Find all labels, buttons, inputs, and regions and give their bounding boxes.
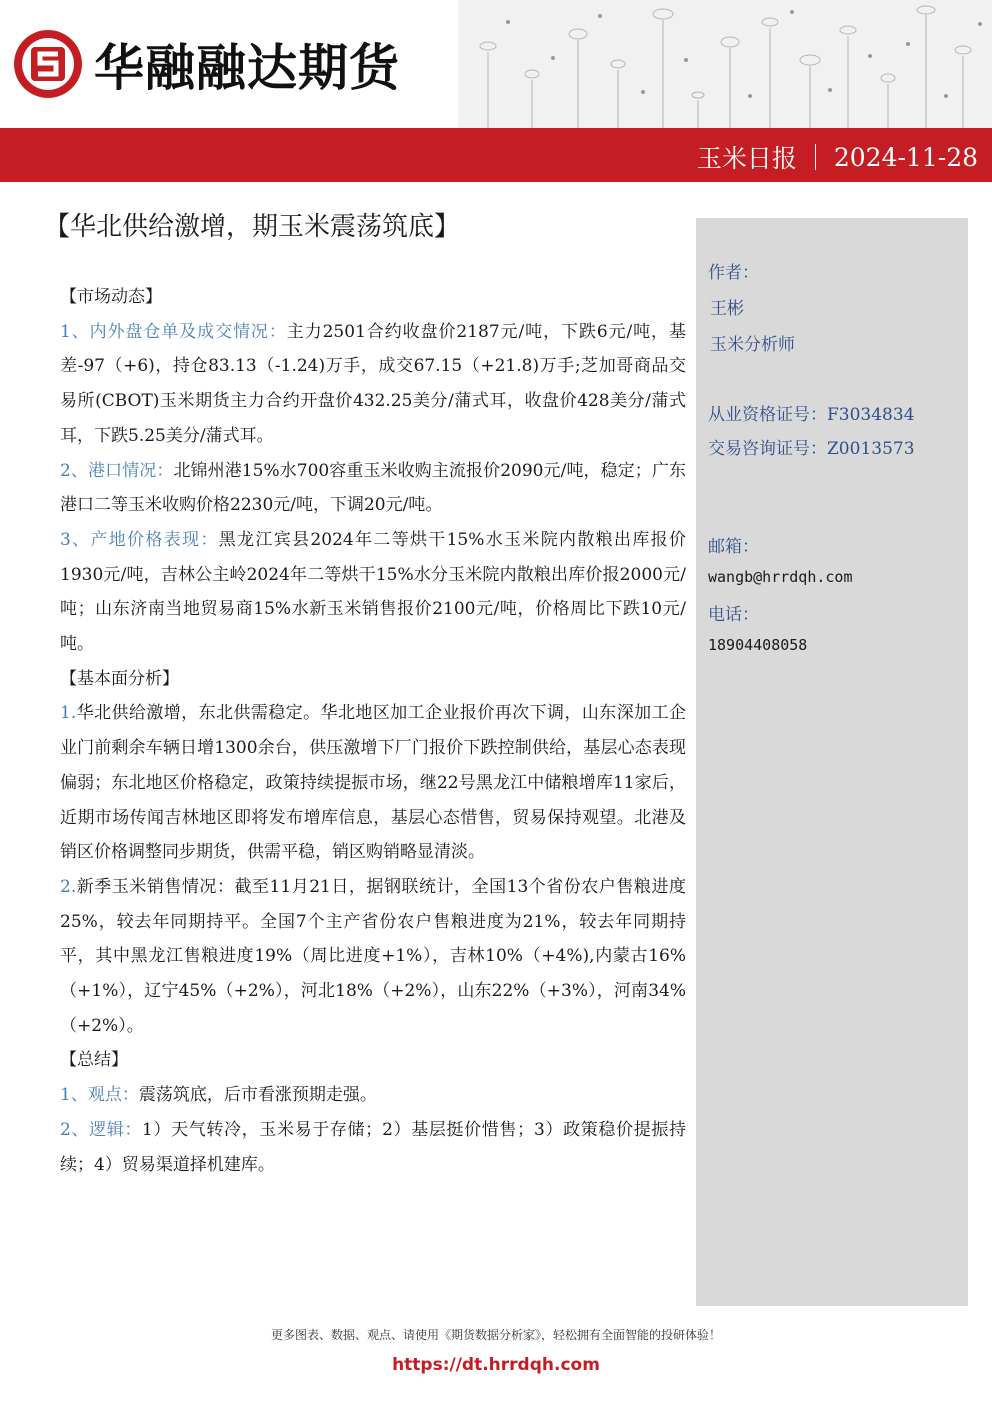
report-body	[60, 280, 686, 1182]
report-date: 2024-11-28	[833, 142, 978, 172]
consult-label: 交易咨询证号：	[708, 439, 827, 459]
fundamental-item	[60, 696, 686, 870]
author-label: 作者：	[708, 263, 759, 283]
company-logo	[12, 28, 400, 100]
item-lead: 2.	[60, 876, 77, 897]
report-meta	[697, 139, 978, 175]
phone-value: 18904408058	[708, 636, 808, 654]
meta-divider	[815, 144, 816, 170]
footer-note: 更多图表、数据、观点、请使用《期货数据分析家》，轻松拥有全面智能的投研体验！	[270, 1328, 721, 1342]
item-text: 1）天气转冷，玉米易于存储；2）基层挺价惜售；3）政策稳价提振持续；4）贸易渠道择机建库。	[60, 1119, 686, 1175]
item-text: 黑龙江宾县2024年二等烘干15%水玉米院内散粮出库报价1930元/吨，吉林公主岭2024年二等烘干15%水分玉米院内散粮出库价报2000元/吨；山东济南当地贸易商15%水新玉米销售报价2100元/吨，价格周比下跌10元/吨。	[60, 529, 686, 655]
author-role: 玉米分析师	[710, 335, 795, 355]
market-item	[60, 315, 686, 454]
report-title: 【华北供给激增，期玉米震荡筑底】	[44, 212, 461, 242]
header-decoration	[458, 0, 992, 128]
company-name: 华融融达期货	[94, 39, 400, 97]
item-lead: 2、港口情况：	[60, 460, 174, 481]
fundamental-item	[60, 870, 686, 1044]
section-heading-summary: 【总结】	[60, 1050, 128, 1071]
item-lead: 1.	[60, 703, 77, 724]
cert-value: F3034834	[827, 405, 915, 425]
item-lead: 1、观点：	[60, 1085, 139, 1106]
consult-value: Z0013573	[827, 439, 915, 459]
footer-link[interactable]: https://dt.hrrdqh.com	[392, 1355, 600, 1375]
item-text: 震荡筑底，后市看涨预期走强。	[138, 1085, 377, 1106]
consult-line	[708, 434, 915, 459]
market-item	[60, 454, 686, 523]
cert-line	[708, 400, 915, 425]
item-text: 新季玉米销售情况：截至11月21日，据钢联统计，全国13个省份农户售粮进度25%，较去年同期持平。全国7个主产省份农户售粮进度为21%，较去年同期持平，其中黑龙江售粮进度19%（周比进度+1%），吉林10%（+4%),内蒙古16%（+1%），辽宁45%（+2%），河北18%（+2%），山东22%（+3%），河南34%（+2%）。	[60, 876, 686, 1036]
report-type: 玉米日报	[696, 144, 797, 173]
market-item	[60, 523, 686, 662]
email-value[interactable]: wangb@hrrdqh.com	[708, 568, 853, 586]
report-header	[0, 0, 992, 182]
email-label: 邮箱：	[708, 537, 759, 557]
section-heading-fundamental: 【基本面分析】	[60, 668, 179, 689]
author-sidebar	[696, 218, 968, 1306]
item-lead: 2、逻辑：	[60, 1119, 143, 1140]
item-lead: 3、产地价格表现：	[60, 529, 219, 550]
item-text: 华北供给激增，东北供需稳定。华北地区加工企业报价再次下调，山东深加工企业门前剩余车辆日增1300余台，供压激增下厂门报价下跌控制供给，基层心态表现偏弱；东北地区价格稳定，政策持续提振市场，继22号黑龙江中储粮增库11家后，近期市场传闻吉林地区即将发布增库信息，基层心态惜售，贸易保持观望。北港及销区价格调整同步期货，供需平稳，销区购销略显清淡。	[60, 703, 686, 863]
summary-item	[60, 1078, 686, 1113]
company-logo-icon	[12, 28, 84, 100]
item-text: 主力2501合约收盘价2187元/吨，下跌6元/吨，基差-97（+6)，持仓83.13（-1.24)万手，成交67.15（+21.8)万手;芝加哥商品交易所(CBOT)玉米期货主力合约开盘价432.25美分/蒲式耳，收盘价428美分/蒲式耳，下跌5.25美分/蒲式耳。	[60, 321, 686, 446]
author-name: 王彬	[710, 299, 744, 319]
summary-item	[60, 1113, 686, 1182]
item-lead: 1、内外盘仓单及成交情况：	[60, 321, 287, 342]
phone-label: 电话：	[708, 605, 759, 625]
section-heading-market: 【市场动态】	[60, 287, 162, 307]
cert-label: 从业资格证号：	[708, 405, 827, 425]
item-text: 北锦州港15%水700容重玉米收购主流报价2090元/吨，稳定；广东港口二等玉米收购价格2230元/吨，下调20元/吨。	[60, 460, 686, 516]
